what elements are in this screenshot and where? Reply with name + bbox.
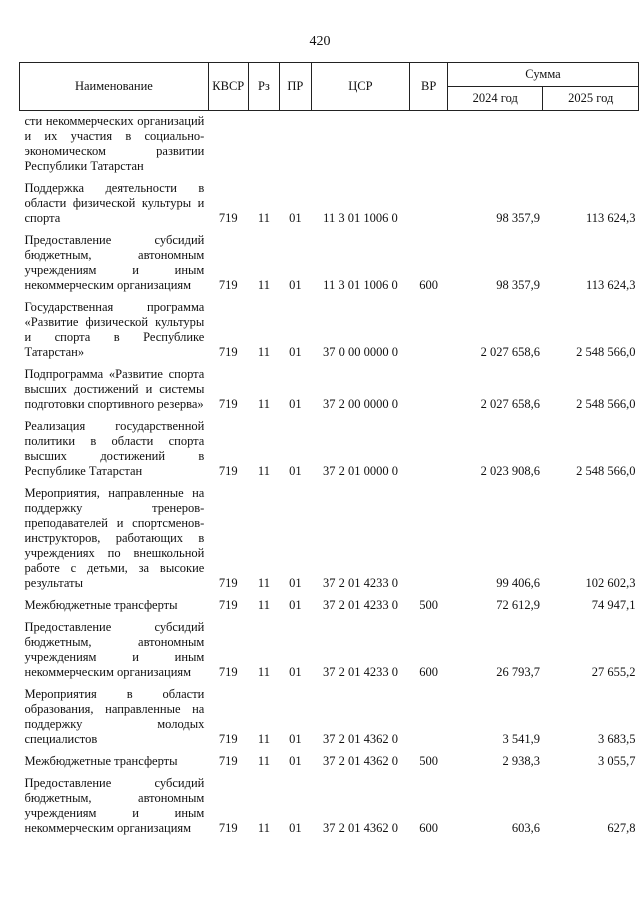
row-sum-2024: 72 612,9	[496, 598, 540, 612]
header-rz: Рз	[248, 63, 279, 111]
row-pr: 01	[289, 821, 302, 835]
row-name: Межбюджетные трансферты	[24, 754, 178, 768]
row-kvsr: 719	[218, 345, 238, 359]
row-vr: 500	[419, 754, 438, 768]
row-sum-2024: 98 357,9	[496, 278, 540, 292]
row-rz: 11	[257, 464, 270, 478]
row-name: Мероприятия, направленные на поддержку тренеров-преподавателей и спортсменов-инструкторов, работающих в учреждениях по внешкольной работе с детьми, за высокие результаты	[24, 486, 205, 590]
header-csr: ЦСР	[311, 63, 410, 111]
header-year-2024: 2024 год	[448, 87, 543, 111]
row-name: Мероприятия в области образования, направленные на поддержку молодых специалистов	[24, 687, 205, 746]
row-sum-2025: 627,8	[607, 821, 636, 835]
row-rz: 11	[257, 278, 270, 292]
table-row	[20, 230, 639, 297]
row-sum-2025: 74 947,1	[591, 598, 636, 612]
row-name: Предоставление субсидий бюджетным, автономным учреждениям и иным некоммерческим организациям	[24, 233, 205, 292]
table-row	[20, 178, 639, 230]
row-csr: 37 2 01 4233 0	[322, 576, 398, 590]
row-name: Подпрограмма «Развитие спорта высших достижений и системы подготовки спортивного резерва»	[24, 367, 205, 411]
row-vr	[410, 178, 448, 230]
row-sum-2025: 2 548 566,0	[576, 464, 636, 478]
table-row	[20, 617, 639, 684]
row-name: Предоставление субсидий бюджетным, автономным учреждениям и иным некоммерческим организациям	[24, 620, 205, 679]
row-csr: 37 2 01 0000 0	[322, 464, 398, 478]
row-rz: 11	[257, 821, 270, 835]
row-sum-2024: 26 793,7	[496, 665, 540, 679]
row-name: Предоставление субсидий бюджетным, автономным учреждениям и иным некоммерческим организациям	[24, 776, 205, 835]
row-rz: 11	[257, 754, 270, 768]
row-sum-2024: 99 406,6	[496, 576, 540, 590]
row-pr: 01	[289, 732, 302, 746]
row-kvsr: 719	[218, 665, 238, 679]
row-csr	[311, 111, 410, 179]
row-csr: 37 2 01 4362 0	[322, 821, 398, 835]
row-sum-2025: 113 624,3	[585, 278, 636, 292]
row-rz: 11	[257, 598, 270, 612]
row-sum-2025: 2 548 566,0	[576, 345, 636, 359]
row-pr: 01	[289, 211, 302, 225]
row-sum-2025: 3 683,5	[598, 732, 636, 746]
row-name: Государственная программа «Развитие физической культуры и спорта в Республике Татарстан»	[24, 300, 205, 359]
row-sum-2025	[543, 111, 639, 179]
row-rz: 11	[257, 397, 270, 411]
header-kvsr: КВСР	[208, 63, 248, 111]
row-vr	[410, 297, 448, 364]
table-row	[20, 416, 639, 483]
row-pr: 01	[289, 754, 302, 768]
row-sum-2025: 2 548 566,0	[576, 397, 636, 411]
table-row	[20, 684, 639, 751]
row-kvsr: 719	[218, 211, 238, 225]
table-row	[20, 483, 639, 595]
row-vr	[410, 483, 448, 595]
row-csr: 11 3 01 1006 0	[323, 278, 398, 292]
row-sum-2024: 2 027 658,6	[480, 345, 540, 359]
row-csr: 11 3 01 1006 0	[323, 211, 398, 225]
row-name: сти некоммерческих организаций и их участия в социально-экономическом развитии Республики Татарстан	[24, 114, 205, 173]
row-csr: 37 2 01 4362 0	[322, 732, 398, 746]
row-vr	[410, 111, 448, 179]
row-pr: 01	[289, 464, 302, 478]
row-kvsr: 719	[218, 598, 238, 612]
row-kvsr: 719	[218, 732, 238, 746]
row-pr: 01	[289, 665, 302, 679]
row-sum-2025: 102 602,3	[585, 576, 636, 590]
row-csr: 37 2 01 4233 0	[322, 598, 398, 612]
row-pr: 01	[289, 397, 302, 411]
row-vr	[410, 684, 448, 751]
row-rz: 11	[257, 211, 270, 225]
table-row	[20, 111, 639, 179]
header-year-2025: 2025 год	[543, 87, 639, 111]
header-vr: ВР	[410, 63, 448, 111]
row-vr: 500	[419, 598, 438, 612]
header-pr: ПР	[280, 63, 311, 111]
row-sum-2025: 3 055,7	[598, 754, 636, 768]
row-name: Реализация государственной политики в области спорта высших достижений в Республике Татарстан	[24, 419, 205, 478]
row-sum-2024: 3 541,9	[502, 732, 540, 746]
row-csr: 37 0 00 0000 0	[322, 345, 398, 359]
row-name: Поддержка деятельности в области физической культуры и спорта	[24, 181, 205, 225]
row-rz	[248, 111, 279, 179]
row-vr: 600	[419, 278, 438, 292]
row-sum-2025: 113 624,3	[585, 211, 636, 225]
row-kvsr: 719	[218, 278, 238, 292]
row-csr: 37 2 00 0000 0	[322, 397, 398, 411]
table-row	[20, 297, 639, 364]
row-vr: 600	[419, 821, 438, 835]
row-rz: 11	[257, 576, 270, 590]
row-csr: 37 2 01 4233 0	[322, 665, 398, 679]
row-pr: 01	[289, 345, 302, 359]
row-sum-2024	[448, 111, 543, 179]
row-sum-2024: 98 357,9	[496, 211, 540, 225]
row-kvsr	[208, 111, 248, 179]
row-sum-2024: 2 023 908,6	[480, 464, 540, 478]
row-kvsr: 719	[218, 754, 238, 768]
row-vr	[410, 364, 448, 416]
row-kvsr: 719	[218, 397, 238, 411]
row-pr: 01	[289, 278, 302, 292]
header-sum: Сумма	[448, 63, 639, 87]
row-sum-2024: 2 027 658,6	[480, 397, 540, 411]
row-rz: 11	[257, 345, 270, 359]
row-sum-2025: 27 655,2	[591, 665, 636, 679]
row-kvsr: 719	[218, 464, 238, 478]
row-csr: 37 2 01 4362 0	[322, 754, 398, 768]
header-name: Наименование	[20, 63, 209, 111]
row-vr	[410, 416, 448, 483]
row-rz: 11	[257, 665, 270, 679]
budget-table	[19, 62, 639, 840]
row-rz: 11	[257, 732, 270, 746]
row-sum-2024: 603,6	[511, 821, 540, 835]
table-row	[20, 751, 639, 773]
row-pr	[280, 111, 311, 179]
row-vr: 600	[419, 665, 438, 679]
table-row	[20, 773, 639, 840]
table-row	[20, 364, 639, 416]
row-pr: 01	[289, 598, 302, 612]
page-number: 420	[309, 34, 331, 49]
table-row	[20, 595, 639, 617]
row-kvsr: 719	[218, 821, 238, 835]
row-kvsr: 719	[218, 576, 238, 590]
row-pr: 01	[289, 576, 302, 590]
row-name: Межбюджетные трансферты	[24, 598, 178, 612]
row-sum-2024: 2 938,3	[502, 754, 540, 768]
